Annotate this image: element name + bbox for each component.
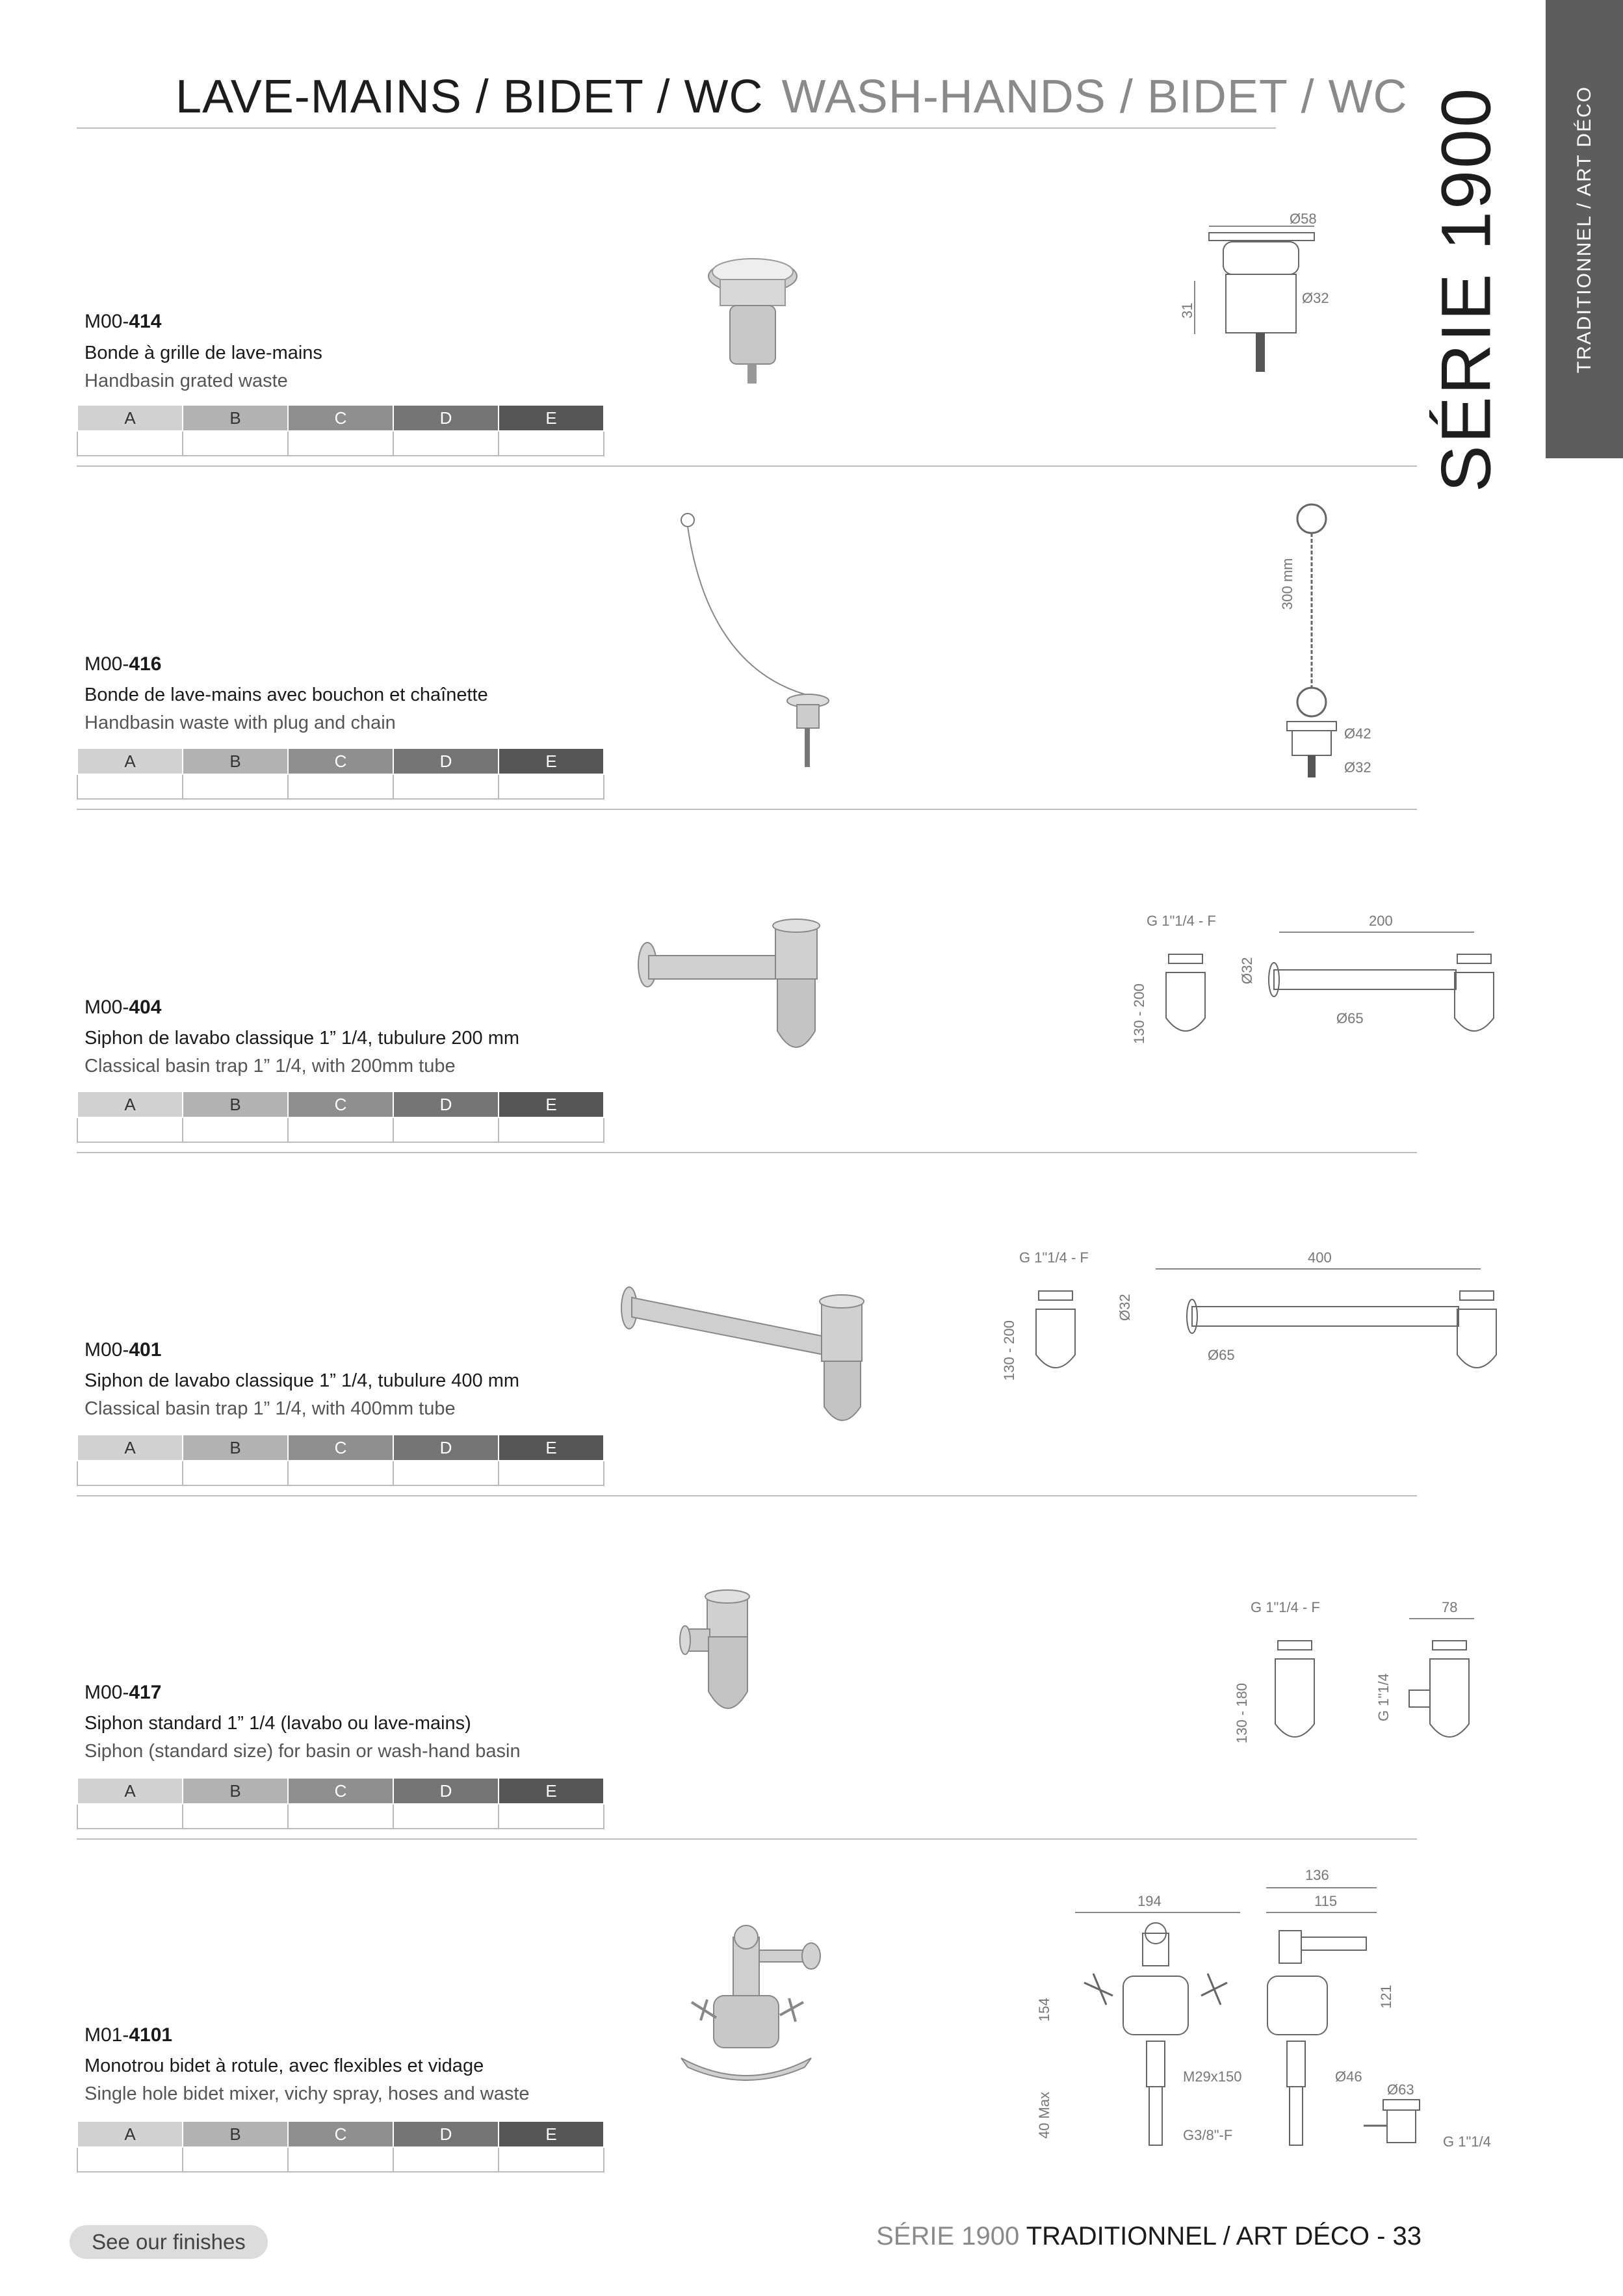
finish-d[interactable]: D — [393, 1778, 499, 1804]
dim-thread: G 1"1/4 - F — [1251, 1599, 1320, 1615]
product-code: M00-417 — [84, 1682, 162, 1703]
dim-m29: M29x150 — [1183, 2068, 1242, 2085]
finish-table — [77, 1434, 604, 1486]
product-row — [77, 124, 1417, 467]
product-code: M00-414 — [84, 311, 162, 332]
finish-e[interactable]: E — [499, 748, 604, 774]
finish-a[interactable]: A — [77, 405, 183, 431]
product-photo — [610, 1879, 896, 2152]
finish-b[interactable]: B — [183, 405, 288, 431]
technical-drawing — [1169, 208, 1364, 403]
see-finishes-button[interactable]: See our finishes — [70, 2225, 268, 2259]
finish-table — [77, 1091, 604, 1143]
finish-e[interactable]: E — [499, 1091, 604, 1117]
technical-drawing — [1026, 1866, 1507, 2158]
page-title-en: WASH-HANDS / BIDET / WC — [781, 71, 1408, 123]
finish-c[interactable]: C — [288, 748, 393, 774]
page-title — [175, 70, 1408, 124]
finish-b[interactable]: B — [183, 2121, 288, 2147]
dim-300mm: 300 mm — [1279, 558, 1295, 610]
finish-a[interactable]: A — [77, 1778, 183, 1804]
finish-e[interactable]: E — [499, 405, 604, 431]
dim-d32: Ø32 — [1344, 759, 1371, 776]
dim-115: 115 — [1314, 1893, 1338, 1909]
series-label: SÉRIE 1900 — [1426, 86, 1505, 493]
dim-31: 31 — [1179, 302, 1195, 319]
finish-e[interactable]: E — [499, 2121, 604, 2147]
product-name-fr: Monotrou bidet à rotule, avec flexibles et vidage — [84, 2055, 484, 2076]
finish-a[interactable]: A — [77, 748, 183, 774]
product-row — [77, 1153, 1417, 1496]
dim-length: 400 — [1308, 1249, 1332, 1266]
product-row — [77, 1840, 1491, 2183]
dim-194: 194 — [1137, 1893, 1162, 1909]
dim-d32: Ø32 — [1117, 1294, 1133, 1321]
dim-d42: Ø42 — [1344, 725, 1371, 742]
finish-d[interactable]: D — [393, 1091, 499, 1117]
dim-thread2: G 1"1/4 — [1375, 1673, 1392, 1721]
section-side-tab-label: TRADITIONNEL / ART DÉCO — [1573, 85, 1595, 373]
finish-b[interactable]: B — [183, 1778, 288, 1804]
product-name-en: Handbasin grated waste — [84, 371, 288, 391]
product-row — [77, 1496, 1458, 1840]
finish-d[interactable]: D — [393, 405, 499, 431]
dim-d65: Ø65 — [1336, 1010, 1364, 1026]
dim-d32: Ø32 — [1239, 957, 1255, 984]
dim-g38: G3/8"-F — [1183, 2127, 1233, 2143]
dim-thread: G 1"1/4 - F — [1147, 913, 1216, 929]
product-name-fr: Siphon de lavabo classique 1” 1/4, tubulure 400 mm — [84, 1370, 520, 1391]
finish-c[interactable]: C — [288, 1435, 393, 1461]
technical-drawing — [1143, 1594, 1507, 1776]
product-name-fr: Siphon standard 1” 1/4 (lavabo ou lave-mains) — [84, 1713, 471, 1734]
product-code: M00-401 — [84, 1339, 162, 1361]
finish-a[interactable]: A — [77, 2121, 183, 2147]
finish-table — [77, 1777, 604, 1829]
product-code: M00-404 — [84, 997, 162, 1018]
product-photo — [610, 1192, 896, 1465]
finish-c[interactable]: C — [288, 1778, 393, 1804]
technical-drawing — [1000, 1244, 1507, 1420]
finish-e[interactable]: E — [499, 1435, 604, 1461]
page-title-fr: LAVE-MAINS / BIDET / WC — [175, 71, 764, 123]
technical-drawing — [1130, 907, 1507, 1076]
product-name-en: Single hole bidet mixer, vichy spray, hoses and waste — [84, 2083, 530, 2104]
footer-section: TRADITIONNEL / ART DÉCO — [1026, 2222, 1370, 2250]
footer-serie: SÉRIE 1900 — [876, 2222, 1020, 2250]
product-name-en: Classical basin trap 1” 1/4, with 400mm tube — [84, 1398, 456, 1419]
section-side-tab — [1546, 0, 1623, 458]
product-photo — [610, 506, 896, 779]
product-row — [77, 810, 1417, 1153]
finish-c[interactable]: C — [288, 2121, 393, 2147]
finish-b[interactable]: B — [183, 1091, 288, 1117]
finish-c[interactable]: C — [288, 1091, 393, 1117]
finish-b[interactable]: B — [183, 1435, 288, 1461]
dim-d46: Ø46 — [1335, 2068, 1362, 2085]
finish-c[interactable]: C — [288, 405, 393, 431]
finish-a[interactable]: A — [77, 1435, 183, 1461]
dim-d65: Ø65 — [1208, 1347, 1235, 1363]
product-name-fr: Bonde à grille de lave-mains — [84, 343, 322, 363]
page-number: - 33 — [1377, 2222, 1422, 2250]
product-code: M01-4101 — [84, 2024, 173, 2046]
finish-table — [77, 2120, 604, 2172]
product-name-en: Siphon (standard size) for basin or wash-hand basin — [84, 1741, 521, 1762]
dim-121: 121 — [1378, 1985, 1394, 2009]
dim-height: 130 - 200 — [1131, 984, 1147, 1044]
dim-136: 136 — [1305, 1867, 1329, 1883]
product-photo — [610, 163, 896, 436]
product-name-en: Handbasin waste with plug and chain — [84, 712, 396, 733]
finish-b[interactable]: B — [183, 748, 288, 774]
product-name-en: Classical basin trap 1” 1/4, with 200mm tube — [84, 1056, 456, 1076]
dim-40max: 40 Max — [1036, 2091, 1052, 2139]
finish-a[interactable]: A — [77, 1091, 183, 1117]
dim-height: 130 - 180 — [1234, 1683, 1250, 1743]
product-code: M00-416 — [84, 653, 162, 675]
dim-154: 154 — [1036, 1998, 1052, 2022]
product-name-fr: Bonde de lave-mains avec bouchon et chaînette — [84, 685, 488, 705]
product-photo — [610, 855, 896, 1128]
dim-length: 200 — [1369, 913, 1393, 929]
dim-width: 78 — [1442, 1599, 1458, 1615]
finish-table — [77, 404, 604, 456]
product-name-fr: Siphon de lavabo classique 1” 1/4, tubulure 200 mm — [84, 1028, 520, 1049]
product-photo — [610, 1535, 896, 1808]
dim-g114: G 1"1/4 — [1443, 2133, 1491, 2150]
finish-d[interactable]: D — [393, 2121, 499, 2147]
product-row — [77, 467, 1417, 810]
dim-thread: G 1"1/4 - F — [1019, 1249, 1089, 1266]
dim-d32: Ø32 — [1302, 290, 1329, 306]
finish-table — [77, 748, 604, 800]
finish-d[interactable]: D — [393, 748, 499, 774]
dim-d58: Ø58 — [1290, 211, 1317, 227]
dim-height: 130 - 200 — [1001, 1320, 1017, 1381]
technical-drawing — [1247, 493, 1377, 798]
finish-e[interactable]: E — [499, 1778, 604, 1804]
finish-d[interactable]: D — [393, 1435, 499, 1461]
page-footer — [876, 2222, 1422, 2251]
dim-d63: Ø63 — [1387, 2081, 1414, 2098]
